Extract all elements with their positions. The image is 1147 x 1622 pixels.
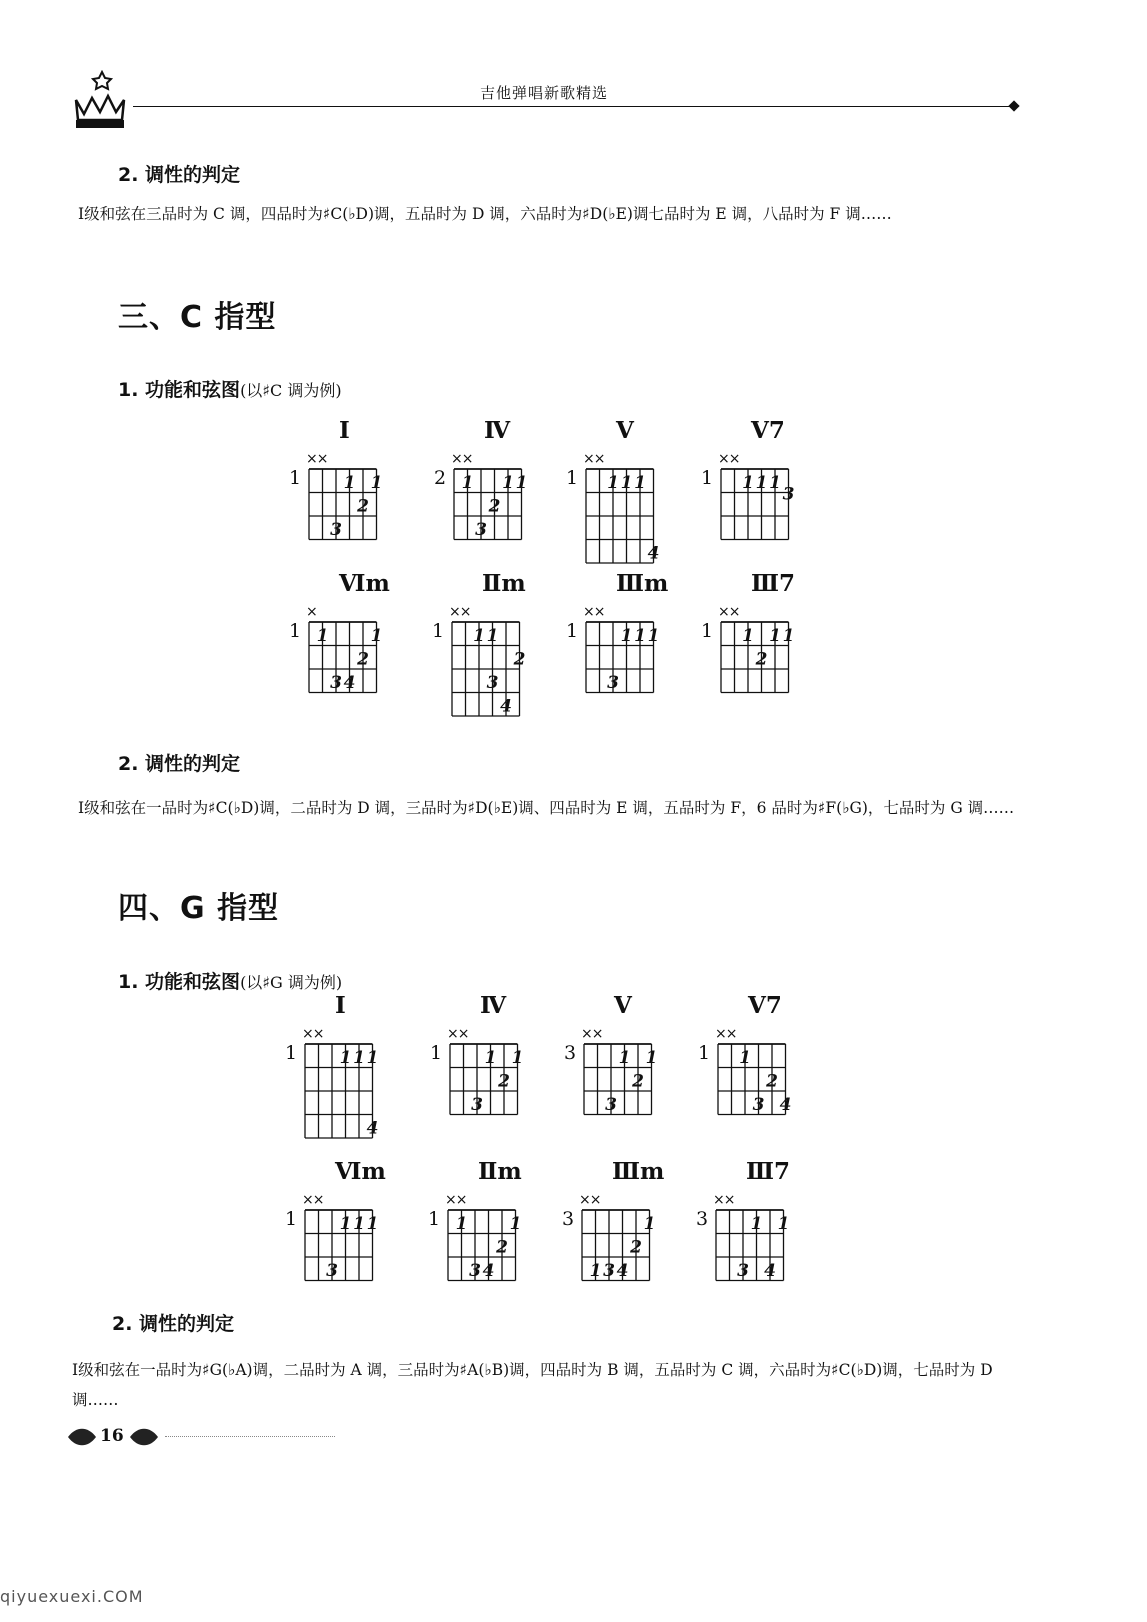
chord-name: Ⅳ: [484, 417, 511, 444]
muted-strings-marker: ××: [579, 1192, 601, 1208]
chord-name: Ⅴ: [614, 992, 632, 1019]
finger-number: 1: [607, 472, 619, 493]
finger-number: 1: [484, 1047, 497, 1068]
finger-number: 3: [782, 484, 795, 505]
finger-number: 4: [366, 1118, 379, 1139]
finger-number: 1: [739, 1047, 751, 1068]
finger-number: 1: [353, 1213, 365, 1234]
finger-number: 1: [769, 625, 781, 646]
subtitle-key-determination-2: 2. 调性的判定: [118, 753, 241, 775]
page-number: 16: [100, 1426, 124, 1446]
fret-position-label: 1: [566, 467, 579, 489]
finger-number: 1: [515, 472, 528, 493]
finger-number: 3: [330, 519, 342, 540]
muted-strings-marker: ××: [718, 604, 740, 620]
finger-number: 3: [605, 1094, 617, 1115]
muted-strings-marker: ××: [306, 451, 328, 467]
chord-name: Ⅱm: [482, 570, 526, 597]
fret-position-label: 2: [434, 467, 447, 489]
fretboard-grid: [582, 1210, 670, 1291]
finger-number: 1: [589, 1260, 602, 1281]
finger-number: 1: [473, 625, 485, 646]
chord-note-g: (以♯G 调为例): [240, 973, 343, 992]
fret-position-label: 1: [701, 467, 714, 489]
fretboard-grid: [586, 622, 674, 703]
fretboard-grid: [584, 1044, 672, 1125]
finger-number: 2: [766, 1071, 778, 1092]
chord-name: Ⅲ7: [746, 1158, 791, 1185]
finger-number: 4: [482, 1260, 495, 1281]
fret-position-label: 1: [430, 1042, 443, 1064]
finger-number: 1: [755, 472, 768, 493]
finger-number: 1: [634, 472, 646, 493]
paragraph-key-2: Ⅰ级和弦在一品时为♯C(♭D)调，二品时为 D 调，三品时为♯D(♭E)调、四品时为 E 调，五品时为 F，6 品时为♯F(♭G)，七品时为 G 调……: [78, 799, 1015, 817]
finger-number: 3: [737, 1260, 749, 1281]
fret-position-label: 1: [432, 620, 445, 642]
leaf-ornament-icon: [66, 1424, 98, 1450]
muted-strings-marker: ××: [581, 1026, 603, 1042]
leaf-ornament-right-icon: [128, 1424, 160, 1450]
finger-number: 1: [339, 1213, 352, 1234]
fretboard-grid: [721, 469, 809, 550]
finger-number: 2: [513, 649, 526, 670]
chord-heading-g: 1. 功能和弦图: [118, 971, 241, 993]
fretboard-grid: [716, 1210, 804, 1291]
fret-position-label: 1: [289, 620, 302, 642]
chord-name: Ⅵm: [335, 1158, 386, 1185]
muted-strings-marker: ××: [451, 451, 473, 467]
finger-number: 4: [616, 1260, 629, 1281]
section-title-g-shape: 四、G 指型: [118, 891, 280, 926]
header-rule-end-icon: [1008, 100, 1019, 111]
chord-name: Ⅰ: [335, 992, 346, 1019]
fret-position-label: 1: [428, 1208, 441, 1230]
finger-number: 4: [343, 672, 356, 693]
fretboard-grid: [305, 1044, 393, 1148]
finger-number: 4: [764, 1260, 776, 1281]
finger-number: 3: [603, 1260, 615, 1281]
fret-position-label: 1: [285, 1208, 298, 1230]
chord-heading-c: 1. 功能和弦图: [118, 379, 241, 401]
finger-number: 1: [634, 625, 646, 646]
finger-number: 1: [366, 1213, 379, 1234]
finger-number: 3: [486, 672, 499, 693]
muted-strings-marker: ××: [713, 1192, 735, 1208]
finger-number: 1: [339, 1047, 352, 1068]
fret-position-label: 3: [696, 1208, 709, 1230]
finger-number: 3: [469, 1260, 481, 1281]
muted-strings-marker: ××: [449, 604, 471, 620]
finger-number: 1: [750, 1213, 763, 1234]
finger-number: 3: [326, 1260, 338, 1281]
muted-strings-marker: ××: [302, 1192, 324, 1208]
header-rule: [133, 106, 1013, 107]
finger-number: 2: [488, 496, 501, 517]
finger-number: 2: [755, 649, 768, 670]
finger-number: 1: [782, 625, 795, 646]
finger-number: 2: [630, 1237, 642, 1258]
finger-number: 1: [461, 472, 474, 493]
finger-number: 3: [471, 1094, 483, 1115]
fretboard-grid: [452, 622, 540, 726]
subtitle-chord-charts-g: [118, 967, 342, 994]
fret-position-label: 3: [564, 1042, 577, 1064]
fretboard-grid: [454, 469, 542, 550]
finger-number: 1: [502, 472, 514, 493]
chord-name: Ⅳ: [480, 992, 507, 1019]
fret-position-label: 1: [566, 620, 579, 642]
fretboard-grid: [448, 1210, 536, 1291]
chord-name: Ⅴ: [616, 417, 634, 444]
fret-position-label: 1: [698, 1042, 711, 1064]
fretboard-grid: [721, 622, 809, 703]
fretboard-grid: [309, 622, 397, 703]
finger-number: 1: [618, 1047, 631, 1068]
finger-number: 2: [357, 649, 369, 670]
finger-number: 4: [647, 543, 660, 564]
finger-number: 1: [620, 625, 633, 646]
muted-strings-marker: ××: [715, 1026, 737, 1042]
finger-number: 1: [455, 1213, 468, 1234]
fretboard-grid: [586, 469, 674, 573]
finger-number: 1: [511, 1047, 524, 1068]
muted-strings-marker: ××: [445, 1192, 467, 1208]
muted-strings-marker: ×: [306, 604, 317, 620]
fret-position-label: 1: [289, 467, 302, 489]
section-title-c-shape: 三、C 指型: [118, 300, 277, 335]
finger-number: 1: [353, 1047, 365, 1068]
fretboard-grid: [450, 1044, 538, 1125]
finger-number: 1: [343, 472, 356, 493]
finger-number: 1: [742, 625, 754, 646]
finger-number: 2: [496, 1237, 508, 1258]
fret-position-label: 3: [562, 1208, 575, 1230]
chord-name: Ⅴ7: [751, 417, 785, 444]
finger-number: 1: [370, 472, 383, 493]
chord-name: Ⅲ7: [751, 570, 796, 597]
watermark: qiyuexuexi.COM: [0, 1587, 144, 1606]
finger-number: 1: [370, 625, 383, 646]
finger-number: 2: [357, 496, 369, 517]
finger-number: 1: [509, 1213, 522, 1234]
muted-strings-marker: ××: [583, 604, 605, 620]
muted-strings-marker: ××: [302, 1026, 324, 1042]
muted-strings-marker: ××: [583, 451, 605, 467]
finger-number: 3: [607, 672, 619, 693]
fret-position-label: 1: [285, 1042, 298, 1064]
chord-note-c: (以♯C 调为例): [240, 381, 342, 400]
chord-name: Ⅲm: [612, 1158, 665, 1185]
chord-name: Ⅱm: [478, 1158, 522, 1185]
finger-number: 1: [645, 1047, 658, 1068]
crown-logo-icon: [72, 70, 128, 130]
header-title: 吉他弹唱新歌精选: [480, 84, 609, 102]
finger-number: 3: [752, 1094, 765, 1115]
finger-number: 1: [316, 625, 329, 646]
fret-position-label: 1: [701, 620, 714, 642]
finger-number: 2: [632, 1071, 644, 1092]
fretboard-grid: [309, 469, 397, 550]
finger-number: 1: [647, 625, 660, 646]
chord-name: Ⅵm: [339, 570, 390, 597]
subtitle-key-determination-1: 2. 调性的判定: [118, 164, 241, 186]
paragraph-key-3: Ⅰ级和弦在一品时为♯G(♭A)调，二品时为 A 调，三品时为♯A(♭B)调，四品时为 B 调，五品时为 C 调，六品时为♯C(♭D)调，七品时为 D 调……: [72, 1361, 993, 1409]
chord-name: Ⅴ7: [748, 992, 782, 1019]
finger-number: 1: [486, 625, 499, 646]
finger-number: 3: [330, 672, 342, 693]
subtitle-key-determination-3: 2. 调性的判定: [112, 1313, 235, 1335]
fretboard-grid: [305, 1210, 393, 1291]
finger-number: 1: [769, 472, 781, 493]
footer-dots: [165, 1436, 335, 1437]
muted-strings-marker: ××: [718, 451, 740, 467]
finger-number: 1: [742, 472, 754, 493]
finger-number: 4: [779, 1094, 792, 1115]
finger-number: 1: [643, 1213, 656, 1234]
finger-number: 1: [620, 472, 633, 493]
finger-number: 2: [498, 1071, 510, 1092]
finger-number: 1: [777, 1213, 790, 1234]
finger-number: 3: [475, 519, 487, 540]
chord-name: Ⅰ: [339, 417, 350, 444]
paragraph-key-1: Ⅰ级和弦在三品时为 C 调，四品时为♯C(♭D)调，五品时为 D 调，六品时为♯D(♭E)调七品时为 E 调，八品时为 F 调……: [78, 205, 892, 223]
muted-strings-marker: ××: [447, 1026, 469, 1042]
chord-name: Ⅲm: [616, 570, 669, 597]
finger-number: 1: [366, 1047, 379, 1068]
fretboard-grid: [718, 1044, 806, 1125]
subtitle-chord-charts-c: [118, 375, 342, 402]
finger-number: 4: [500, 696, 512, 717]
